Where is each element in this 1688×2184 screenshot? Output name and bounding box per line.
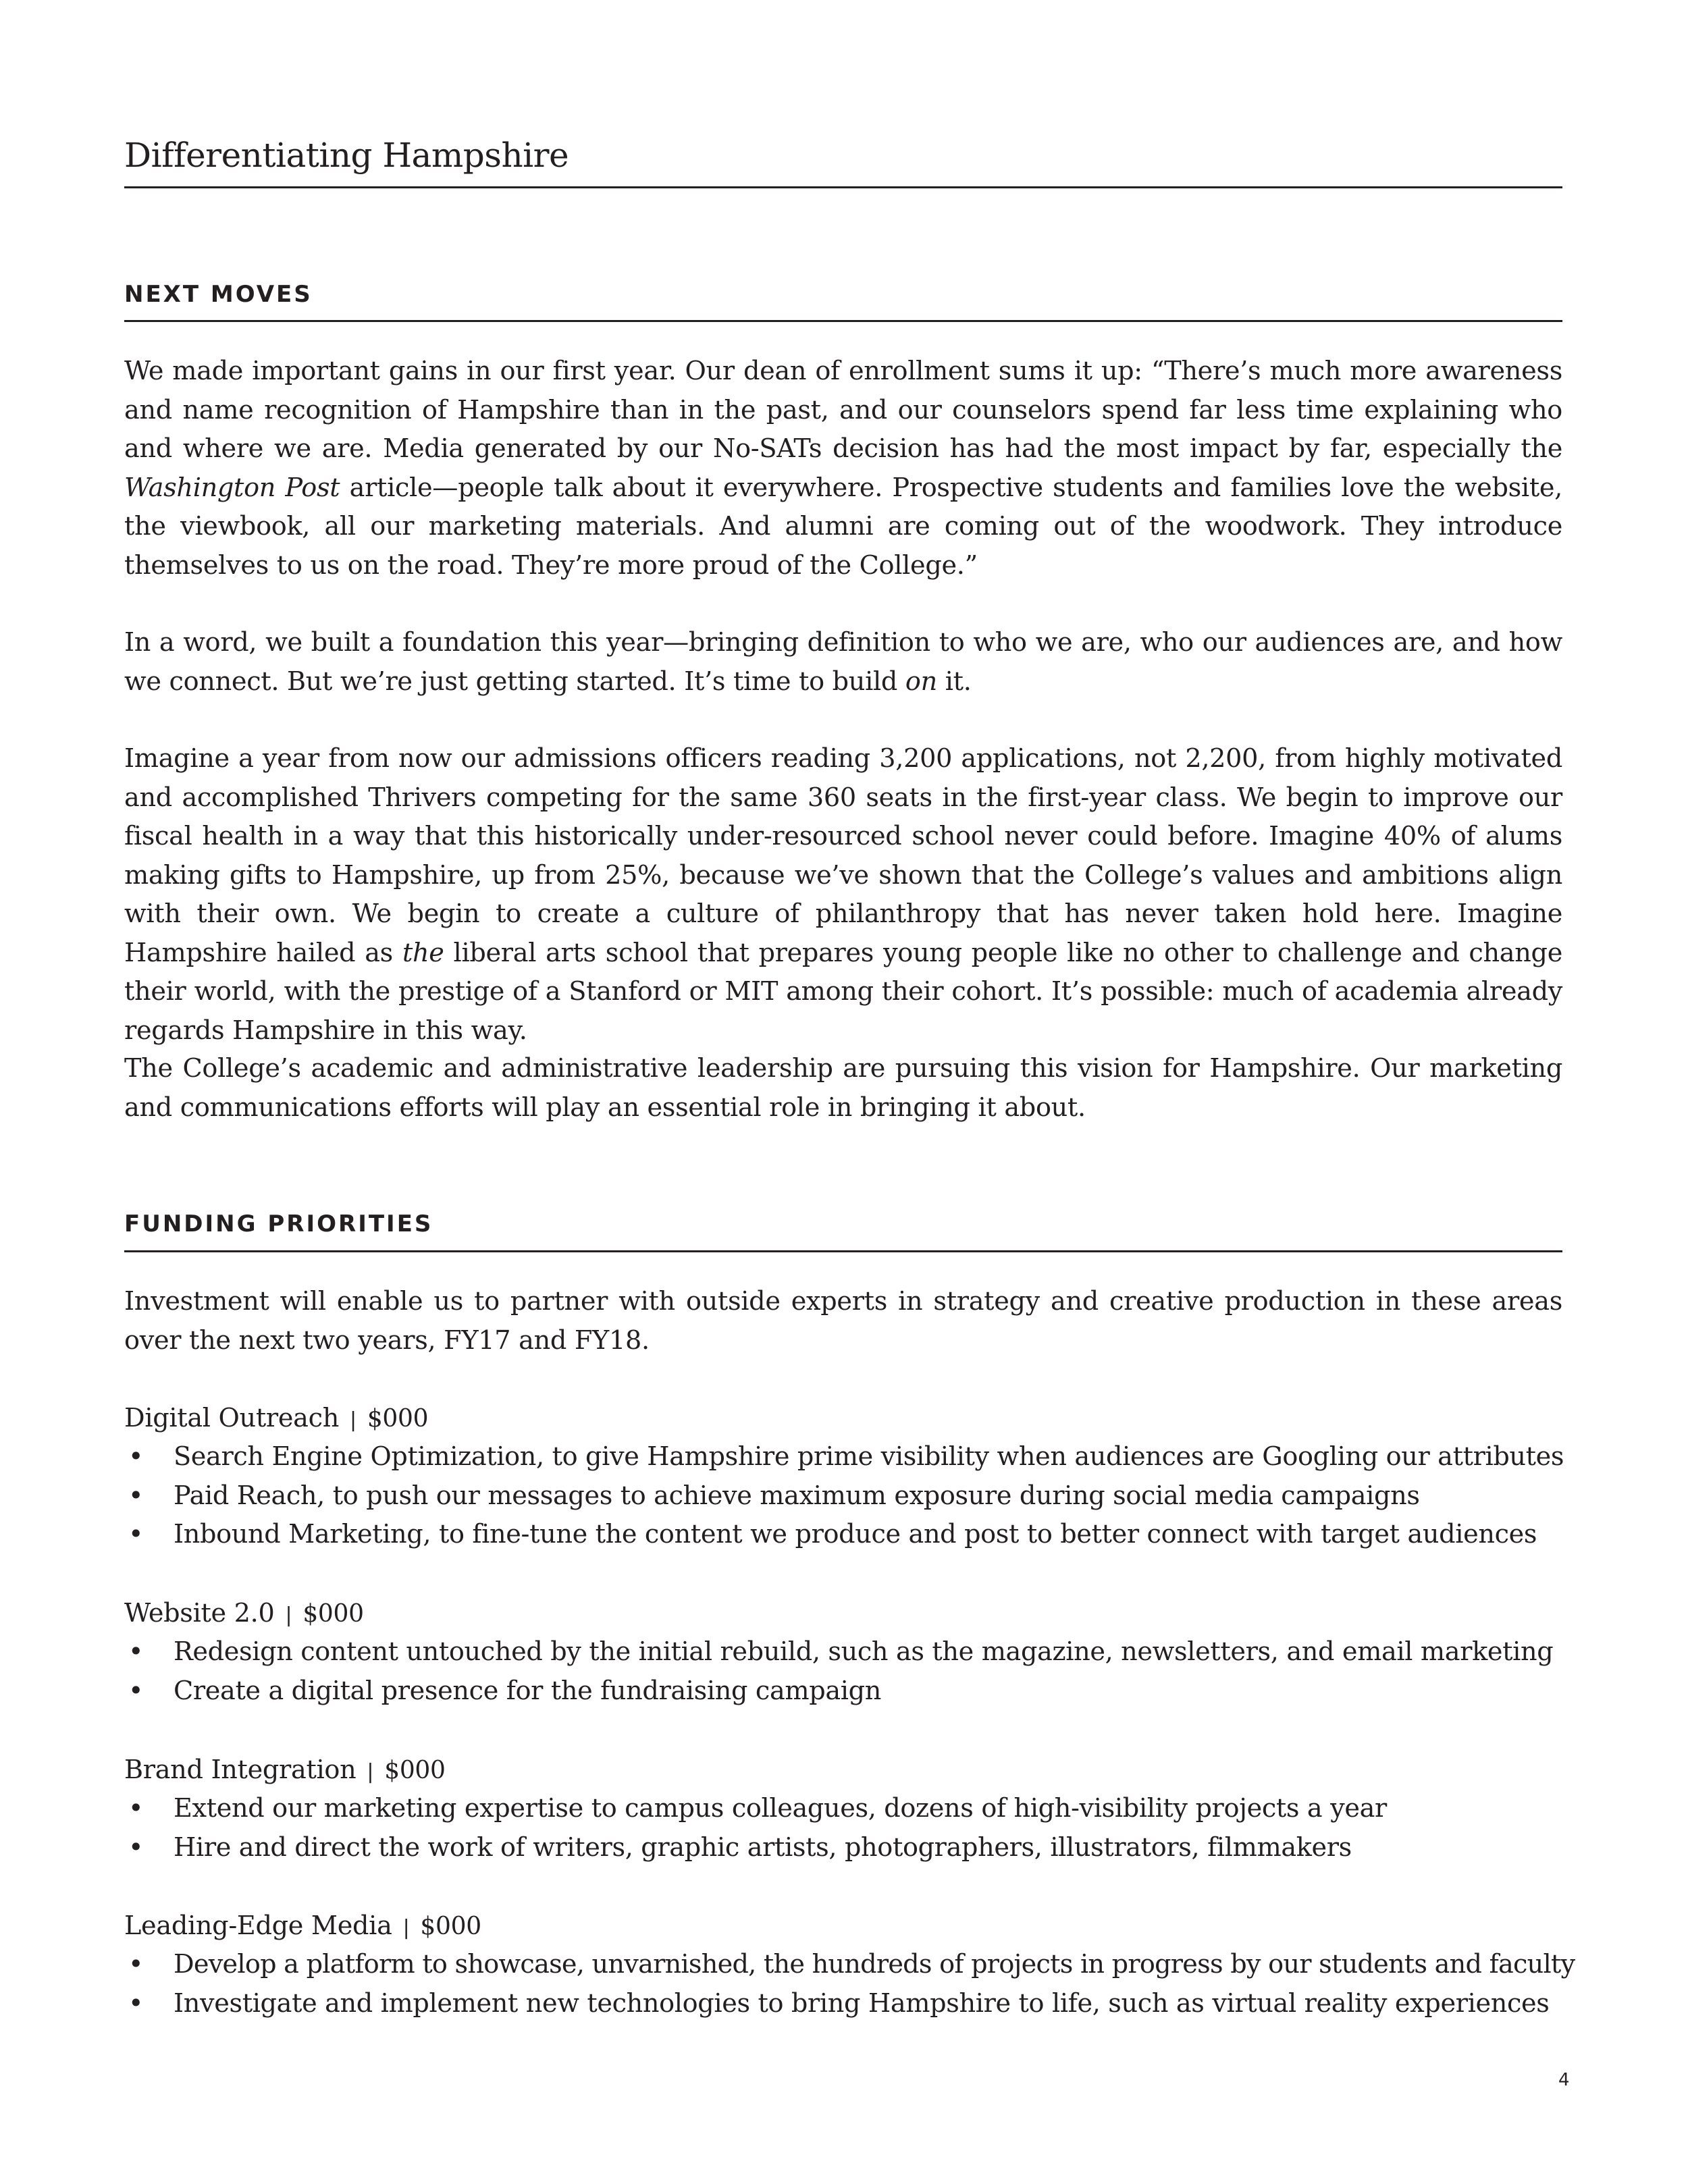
separator: | <box>367 1760 374 1784</box>
funding-priorities-rule <box>124 1250 1562 1252</box>
emphasis-on: on <box>905 666 937 697</box>
funding-area-heading <box>124 1907 481 1948</box>
funding-area-heading <box>124 1400 428 1440</box>
bullet-item: • Investigate and implement new technologies to bring Hampshire to life, such as virtual reality experiences <box>124 1985 1562 2024</box>
page-title: Differentiating Hampshire <box>124 136 569 175</box>
bullet-item: • Extend our marketing expertise to campus colleagues, dozens of high-visibility projects a year <box>124 1790 1562 1829</box>
next-moves-paragraph-1: We made important gains in our first year. Our dean of enrollment sums it up: “There’s much more awareness and name recognition of Hampshire than in the past, and our counselors spend far less time explaining who and where we are. Media generated by our No-SATs decision has had the most impact by far, especially the Washington Post article—people talk about it everywhere. Prospective students and families love the website, the viewbook, all our marketing materials. And alumni are coming out of the woodwork. They introduce themselves to us on the road. They’re more proud of the College.” <box>124 356 1562 581</box>
bullet-item: • Hire and direct the work of writers, graphic artists, photographers, illustrators, filmmakers <box>124 1829 1562 1868</box>
next-moves-heading: NEXT MOVES <box>124 281 313 308</box>
funding-area-bullets <box>124 1946 1575 2023</box>
bullet-item: • Search Engine Optimization, to give Hampshire prime visibility when audiences are Googling our attributes <box>124 1438 1562 1477</box>
separator: | <box>350 1408 357 1432</box>
funding-area-name: Digital Outreach <box>124 1404 340 1433</box>
bullet-item: • Create a digital presence for the fundraising campaign <box>124 1672 1562 1711</box>
bullet-icon: • <box>128 1832 144 1863</box>
bullet-icon: • <box>128 1676 144 1706</box>
separator: | <box>402 1916 410 1940</box>
bullet-item: • Redesign content untouched by the initial rebuild, such as the magazine, newsletters, and email marketing <box>124 1633 1562 1672</box>
funding-area-amount: $000 <box>384 1757 446 1784</box>
page-number: 4 <box>1558 2070 1570 2090</box>
bullet-icon: • <box>128 1950 143 1979</box>
publication-name: Washington Post <box>124 473 340 503</box>
emphasis-the: the <box>402 938 444 968</box>
funding-area-bullets <box>124 1790 1562 1867</box>
bullet-icon: • <box>128 1988 144 2019</box>
funding-area-heading <box>124 1751 446 1792</box>
bullet-icon: • <box>128 1520 144 1549</box>
bullet-icon: • <box>128 1794 144 1823</box>
next-moves-paragraph-3: Imagine a year from now our admissions officers reading 3,200 applications, not 2,200, from highly motivated and accomplished Thrivers competing for the same 360 seats in the first-year class. We begin to improve our fiscal health in a way that this historically under-resourced school never could before. Imagine 40% of alums making gifts to Hampshire, up from 25%, because we’ve shown that the College’s values and ambitions align with their own. We begin to create a culture of philanthropy that has never taken hold here. Imagine Hampshire hailed as the liberal arts school that prepares young people like no other to challenge and change their world, with the prestige of a Stanford or MIT among their cohort. It’s possible: much of academia already regards Hampshire in this way. <box>124 744 1562 1046</box>
funding-area-bullets <box>124 1633 1562 1711</box>
bullet-item: • Develop a platform to showcase, unvarnished, the hundreds of projects in progress by our students and faculty <box>124 1946 1562 1985</box>
funding-area-name: Leading-Edge Media <box>124 1911 392 1941</box>
funding-area-name: Brand Integration <box>124 1755 357 1785</box>
next-moves-paragraph-4: The College’s academic and administrative leadership are pursuing this vision for Hampshire. Our marketing and communications efforts will play an essential role in bringing it about. <box>124 1054 1562 1123</box>
funding-area-amount: $000 <box>302 1600 364 1628</box>
funding-area-name: Website 2.0 <box>124 1599 275 1628</box>
funding-intro-paragraph: Investment will enable us to partner with outside experts in strategy and creative production in these areas over the next two years, FY17 and FY18. <box>124 1287 1562 1356</box>
funding-area-amount: $000 <box>367 1405 429 1433</box>
title-rule <box>124 186 1562 188</box>
funding-area-heading <box>124 1595 364 1635</box>
funding-area-amount: $000 <box>420 1913 481 1940</box>
bullet-item: • Inbound Marketing, to fine-tune the content we produce and post to better connect with target audiences <box>124 1516 1562 1555</box>
bullet-icon: • <box>128 1442 144 1472</box>
funding-priorities-heading: FUNDING PRIORITIES <box>124 1210 433 1237</box>
bullet-item: • Paid Reach, to push our messages to achieve maximum exposure during social media campaigns <box>124 1477 1562 1516</box>
bullet-icon: • <box>128 1481 144 1511</box>
funding-area-bullets <box>124 1438 1562 1555</box>
separator: | <box>285 1603 292 1627</box>
bullet-icon: • <box>128 1637 144 1667</box>
next-moves-rule <box>124 320 1562 322</box>
next-moves-paragraph-2: In a word, we built a foundation this year—bringing definition to who we are, who our audiences are, and how we connect. But we’re just getting started. It’s time to build on it. <box>124 628 1562 697</box>
